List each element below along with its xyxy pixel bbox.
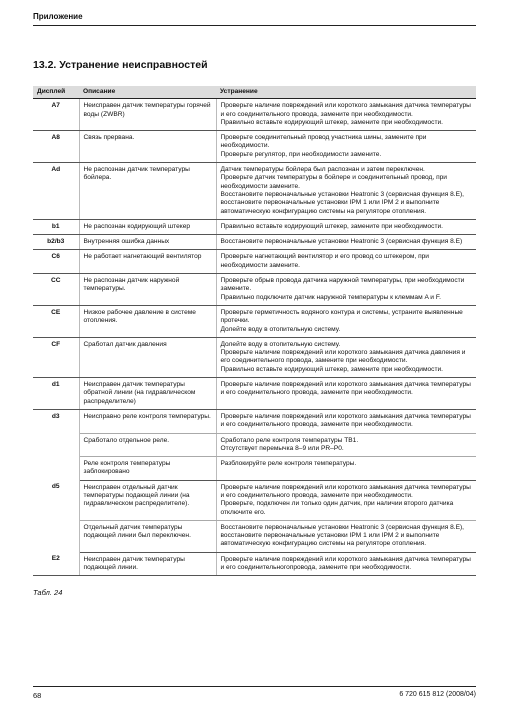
- remedy-text: Отсутствует перемычка 8–9 или PR–P0.: [220, 444, 344, 452]
- table-header-row: [33, 86, 476, 99]
- remedy-text: Проверьте наличие повреждений или короткого замыкания датчика температуры и его соединительного провода, замените при необходимости.: [220, 102, 471, 118]
- remedy-cell: [216, 337, 476, 377]
- description-text: Неисправен датчик температуры подающей линии.: [83, 555, 185, 572]
- column-header-display: Дисплей: [33, 86, 79, 99]
- column-header-description: Описание: [79, 86, 216, 99]
- display-code-cell: b2/b3: [33, 235, 79, 250]
- display-code-cell: A8: [33, 131, 79, 163]
- remedy-text: Проверьте обрыв провода датчика наружной температуры, при необходимости замените.: [220, 277, 465, 293]
- remedy-text: Долейте воду в отопительную систему.: [220, 340, 341, 348]
- table-row: [33, 235, 476, 250]
- description-cell: [79, 305, 216, 337]
- remedy-cell: [216, 99, 476, 131]
- table-row: [33, 552, 476, 576]
- remedy-text: Датчик температуры бойлера был распознан и затем переключен.: [220, 166, 425, 174]
- display-code-cell: E2: [33, 552, 79, 576]
- remedy-cell: [216, 305, 476, 337]
- table-row: [33, 520, 476, 552]
- description-cell: [79, 219, 216, 234]
- remedy-text: Проверьте нагнетающий вентилятор и его провод со штекером, при необходимости замените.: [220, 253, 429, 269]
- table-row: [33, 378, 476, 410]
- description-text: Неисправен отдельный датчик температуры подающей линии (на гидравлическом распределителе).: [83, 483, 190, 508]
- description-text: Сработал датчик давления: [83, 340, 167, 348]
- table-caption: Табл. 24: [33, 588, 63, 597]
- display-code-cell: Ad: [33, 163, 79, 220]
- remedy-cell: [216, 433, 476, 457]
- description-cell: [79, 433, 216, 457]
- remedy-cell: [216, 552, 476, 576]
- remedy-text: Правильно вставьте кодирующий штекер, замените при необходимости.: [220, 118, 443, 126]
- table-row: [33, 250, 476, 274]
- description-cell: [79, 235, 216, 250]
- display-code-cell: C6: [33, 250, 79, 274]
- display-code-cell: b1: [33, 219, 79, 234]
- remedy-text: Разблокируйте реле контроля температуры.: [220, 460, 357, 468]
- remedy-cell: [216, 409, 476, 433]
- display-code-cell: CC: [33, 274, 79, 306]
- remedy-text: Проверьте наличие повреждений или короткого замыкания датчика температуры и его соединительногопровода, замените при необходимости.: [220, 555, 471, 572]
- table-row: [33, 274, 476, 306]
- page-title: 13.2. Устранение неисправностей: [33, 59, 208, 71]
- remedy-cell: [216, 520, 476, 552]
- description-cell: [79, 480, 216, 520]
- description-text: Низкое рабочее давление в системе отопления.: [83, 308, 196, 325]
- remedy-text: Проверьте регулятор, при необходимости замените.: [220, 150, 382, 158]
- remedy-text: Проверьте соединительный провод участника шины, замените при необходимости.: [220, 134, 427, 150]
- remedy-cell: [216, 131, 476, 163]
- remedy-text: Сработало реле контроля температуры TB1.: [220, 436, 359, 444]
- remedy-cell: [216, 274, 476, 306]
- table-row: [33, 409, 476, 433]
- description-cell: [79, 131, 216, 163]
- description-text: Реле контроля температуры заблокировано: [83, 460, 171, 476]
- description-cell: [79, 409, 216, 433]
- remedy-cell: [216, 250, 476, 274]
- table-row: [33, 433, 476, 457]
- description-text: Сработало отдельное реле.: [83, 436, 170, 444]
- section-header: Приложение: [33, 12, 83, 21]
- description-text: Неисправно реле контроля температуры.: [83, 412, 211, 420]
- remedy-cell: [216, 163, 476, 220]
- column-header-remedy: Устранение: [216, 86, 476, 99]
- remedy-cell: [216, 219, 476, 234]
- remedy-cell: [216, 235, 476, 250]
- description-text: Не работает нагнетающий вентилятор: [83, 253, 202, 261]
- description-cell: [79, 250, 216, 274]
- remedy-text: Проверьте наличие повреждений или короткого замыкания датчика температуры и его соединительного провода, замените при необходимости.: [220, 412, 471, 429]
- remedy-cell: [216, 457, 476, 481]
- description-text: Не распознан датчик температуры бойлера.: [83, 166, 190, 182]
- remedy-cell: [216, 378, 476, 410]
- table-row: [33, 163, 476, 220]
- page-number: 68: [33, 691, 42, 700]
- table-body: [33, 99, 476, 576]
- remedy-text: Проверьте наличие повреждений или короткого замыкания датчика температуры и его соединительного провода, замените при необходимости.: [220, 381, 471, 397]
- remedy-text: Проверьте наличие повреждений или короткого замыкания датчика температуры и его соединительного провода, замените при необходимости.: [220, 483, 471, 499]
- table-row: [33, 131, 476, 163]
- description-text: Внутренняя ошибка данных: [83, 238, 170, 246]
- description-cell: [79, 520, 216, 552]
- remedy-text: Правильно подключите датчик наружной температуры к клеммам A и F.: [220, 293, 441, 301]
- display-code-cell: d5: [33, 480, 79, 552]
- description-text: Связь прервана.: [83, 134, 135, 142]
- description-cell: [79, 337, 216, 377]
- display-code-cell: A7: [33, 99, 79, 131]
- description-text: Неисправен датчик температуры обратной линии (на гидравлическом распределителе): [83, 381, 196, 405]
- remedy-text: Правильно вставьте кодирующий штекер, замените при необходимости.: [220, 365, 443, 373]
- table-row: [33, 219, 476, 234]
- description-cell: [79, 274, 216, 306]
- troubleshooting-table: [33, 86, 476, 576]
- remedy-text: Долейте воду в отопительную систему.: [220, 325, 341, 333]
- description-cell: [79, 99, 216, 131]
- table-row: [33, 480, 476, 520]
- remedy-text: Восстановите первоначальные установки Heatronic 3 (сервисная функция 8.E), восстановите первоначальные установки IPM 1 или IPM 2 и выполните автоматическую конфигурацию системы на регуляторе отопления.: [220, 523, 465, 548]
- description-text: Не распознан датчик наружной температуры.: [83, 277, 180, 293]
- remedy-text: Проверьте герметичность водяного контура и системы, устраните выявленные протечки.: [220, 308, 463, 325]
- document-id: 6 720 615 812 (2008/04): [399, 691, 476, 698]
- header-rule: [33, 25, 476, 26]
- description-text: Не распознан кодирующий штекер: [83, 222, 191, 230]
- table-row: [33, 305, 476, 337]
- description-text: Отдельный датчик температуры подающей линии был переключен.: [83, 523, 191, 540]
- description-cell: [79, 378, 216, 410]
- table-row: [33, 457, 476, 481]
- table-row: [33, 337, 476, 377]
- display-code-cell: d1: [33, 378, 79, 410]
- table-row: [33, 99, 476, 131]
- description-cell: [79, 457, 216, 481]
- remedy-text: Восстановите первоначальные установки Heatronic 3 (сервисная функция 8.E), восстановите первоначальные установки IPM 1 или IPM 2 и выполните автоматическую конфигурацию системы на регуляторе отопления.: [220, 190, 465, 215]
- remedy-text: Проверьте датчик температуры в бойлере и соединительный провод, при необходимости замените.: [220, 174, 447, 190]
- description-cell: [79, 163, 216, 220]
- remedy-text: Проверьте, подключен ли только один датчик, при наличии второго датчика отключите его.: [220, 500, 454, 516]
- display-code-cell: CE: [33, 305, 79, 337]
- footer-rule: [33, 686, 476, 687]
- remedy-text: Правильно вставьте кодирующий штекер, замените при необходимости.: [220, 222, 443, 230]
- remedy-text: Восстановите первоначальные установки Heatronic 3 (сервисная функция 8.E): [220, 238, 463, 246]
- display-code-cell: d3: [33, 409, 79, 480]
- remedy-text: Проверьте наличие повреждений или короткого замыкания датчика давления и его соединительного провода, замените при необходимости.: [220, 349, 466, 365]
- remedy-cell: [216, 480, 476, 520]
- display-code-cell: CF: [33, 337, 79, 377]
- description-text: Неисправен датчик температуры горячей воды (ZWBR): [83, 102, 211, 118]
- description-cell: [79, 552, 216, 576]
